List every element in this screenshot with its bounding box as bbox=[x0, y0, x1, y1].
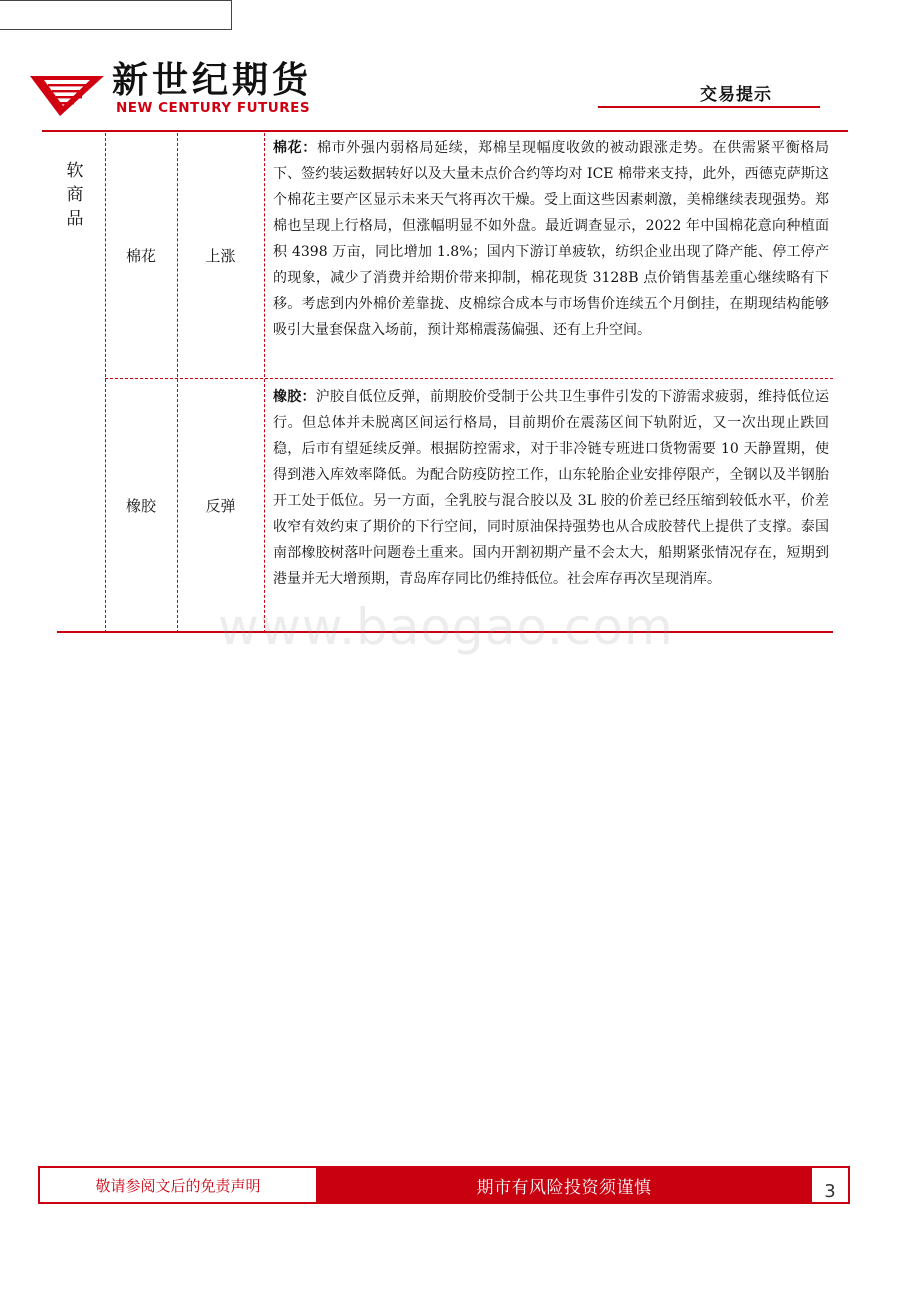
company-logo bbox=[30, 58, 313, 120]
analysis-text: 棉市外强内弱格局延续，郑棉呈现幅度收敛的被动跟涨走势。在供需紧平衡格局下、签约装运数据转好以及大量未点价合约等均对 ICE 棉带来支持，此外，西德克萨斯这个棉花主要产区显示未来天气将再次干燥。受上面这些因素刺激，美棉继续表现强势。郑棉也呈现上行格局，但涨幅明显不如外盘。最近调查显示，2022 年中国棉花意向种植面积 4398 万亩，同比增加 1.8%；国内下游订单疲软，纺织企业出现了降产能、停工停产的现象，减少了消费并给期价带来抑制，棉花现货 3128B 点价销售基差重心继续略有下移。考虑到内外棉价差靠拢、皮棉综合成本与市场售价连续五个月倒挂，在期现结构能够吸引大量套保盘入场前，预计郑棉震荡偏强、还有上升空间。 bbox=[273, 140, 830, 338]
page-footer bbox=[38, 1166, 850, 1204]
column-divider bbox=[177, 133, 178, 633]
column-divider bbox=[264, 133, 265, 633]
logo-english-name: NEW CENTURY FUTURES bbox=[116, 100, 311, 116]
page-number: 3 bbox=[810, 1166, 850, 1204]
commodity-name: 棉花 bbox=[125, 247, 156, 265]
commodity-analysis bbox=[273, 135, 829, 343]
trend-direction: 上涨 bbox=[205, 247, 236, 265]
commodity-table bbox=[57, 133, 833, 633]
risk-slogan: 期市有风险投资须谨慎 bbox=[318, 1166, 810, 1204]
header-rule bbox=[42, 130, 848, 132]
commodity-analysis bbox=[273, 384, 829, 592]
analysis-text: 沪胶自低位反弹，前期胶价受制于公共卫生事件引发的下游需求疲弱，维持低位运行。但总体并未脱离区间运行格局，目前期价在震荡区间下轨附近，又一次出现止跌回稳，后市有望延续反弹。根据防控需求，对于非冷链专班进口货物需要 10 天静置期，使得到港入库效率降低。为配合防疫防控工作，山东轮胎企业安排停限产，全钢以及半钢胎开工处于低位。另一方面，全乳胶与混合胶以及 3L 胶的价差已经压缩到较低水平，价差收窄有效约束了期价的下行空间，同时原油保持强势也从合成胶替代上提供了支撑。泰国南部橡胶树落叶问题卷土重来。国内开割初期产量不会太大，船期紧张情况存在，短期到港量并无大增预期，青岛库存同比仍维持低位。社会库存再次呈现消库。 bbox=[273, 389, 830, 587]
trend-direction: 反弹 bbox=[205, 497, 236, 515]
analysis-label: 橡胶： bbox=[273, 389, 316, 405]
logo-wing-icon bbox=[30, 66, 108, 116]
header-corner-box bbox=[0, 0, 232, 30]
document-type: 交易提示 bbox=[700, 85, 772, 105]
row-divider bbox=[105, 378, 833, 379]
category-label: 软商品 bbox=[66, 161, 84, 229]
column-divider bbox=[105, 133, 106, 633]
analysis-label: 棉花： bbox=[273, 140, 317, 156]
watermark: www.baogao.com bbox=[218, 598, 674, 656]
header-underline bbox=[598, 106, 820, 108]
commodity-name: 橡胶 bbox=[125, 497, 156, 515]
logo-chinese-name: 新世纪期货 bbox=[112, 60, 313, 101]
disclaimer-notice: 敬请参阅文后的免责声明 bbox=[38, 1166, 318, 1204]
